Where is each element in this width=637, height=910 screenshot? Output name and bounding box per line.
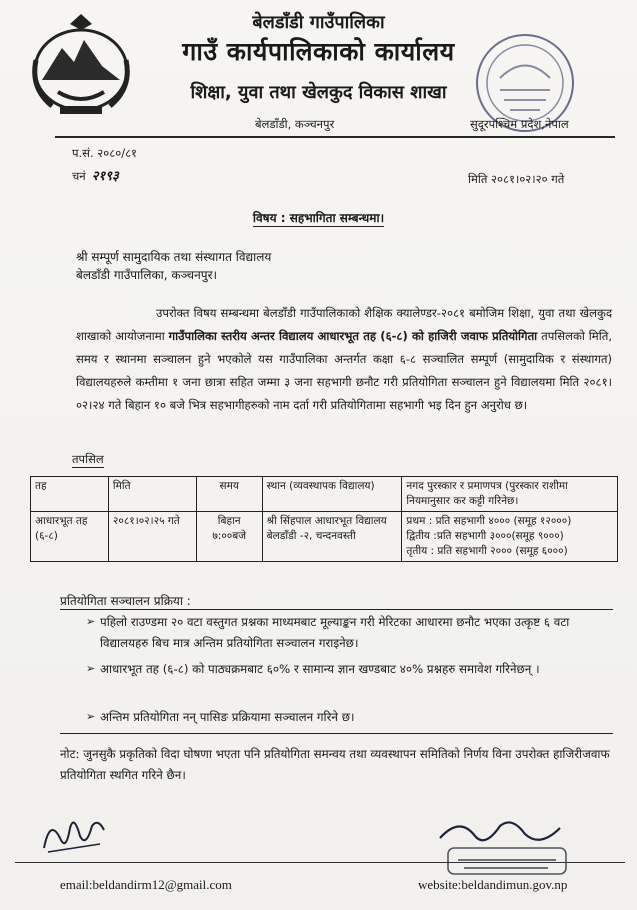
cell-prizes	[402, 512, 618, 562]
arrow-bullet-icon: ➢	[86, 615, 96, 628]
footer-divider	[15, 862, 625, 863]
addressee-line-1: श्री सम्पूर्ण सामुदायिक तथा संस्थागत विद्यालय	[76, 250, 272, 264]
footer-email: email:beldandirm12@gmail.com	[60, 877, 232, 892]
subject-text: विषय : सहभागिता सम्बन्धमा।	[252, 211, 385, 225]
dispatch-label: चनं	[72, 169, 86, 183]
header-time: समय	[196, 477, 262, 512]
prize-second: द्वितीय :प्रति सहभागी ३०००(समूह ९०००)	[406, 530, 564, 542]
procedure-title: प्रतियोगिता सञ्चालन प्रक्रिया :	[60, 594, 191, 608]
office-title: गाउँ कार्यपालिकाको कार्यालय	[182, 37, 455, 66]
body-bold-competition: गाउँपालिका स्तरीय अन्तर विद्यालय आधारभूत तह (६-८) को हाजिरी जवाफ प्रतियोगिता	[168, 329, 538, 343]
body-part-2: तपसिलको मिति, समय र स्थानमा सञ्चालन हुने भएकोले यस गाउँपालिका अन्तर्गत कक्षा ६-८ सञ्चालित सम्पूर्ण (सामुदायिक र संस्थागत) विद्यालयहरुले कम्तीमा १ जना छात्रा सहित जम्मा ३ जना सहभागी छनौट गरी प्रतियोगिता सञ्चालन हुने विद्यालयमा मिति २०८१।०२।२४ गते बिहान १० बजे भित्र सहभागीहरुको नाम दर्ता गरी प्रतियोगितामा सहभागी भइ दिन हुन अनुरोध छ।	[76, 329, 613, 412]
table-row	[31, 512, 618, 562]
fiscal-year: प.सं. २०८०/८१	[72, 146, 138, 160]
dispatch-number	[72, 166, 119, 184]
procedure-step-1: पहिलो राउण्डमा २० वटा वस्तुगत प्रश्नका माध्यमबाट मूल्याङ्कन गरी मेरिटका आधारमा छनौट भएका उत्कृष्ट ६ वटा विद्यालयहरु बिच मात्र अन्तिम प्रतियोगिता सञ्चालन गराइनेछ।	[100, 615, 570, 650]
dispatch-value: २१९३	[91, 169, 119, 184]
cell-date: २०८१।०२।२५ गते	[108, 512, 196, 562]
header-prize: नगद पुरस्कार र प्रमाणपत्र (पुरस्कार राशीमा नियमानुसार कर कट्टी गरिनेछ।	[402, 477, 618, 512]
province-name: सुदूरपश्चिम प्रदेश,नेपाल	[470, 117, 569, 131]
letter-date: मिति २०८१।०२।२० गते	[468, 172, 565, 186]
cell-level: आधारभूत तह (६-८)	[31, 512, 109, 562]
header-venue: स्थान (व्यवस्थापक विद्यालय)	[262, 477, 402, 512]
signature-left	[40, 808, 110, 858]
subject-line	[0, 209, 637, 226]
note-text: नोट: जुनसुकै प्रकृतिको विदा घोषणा भएता पनि प्रतियोगिता समन्वय तथा व्यवस्थापन समितिको निर्णय विना उपरोक्त हाजिरीजवाफ प्रतियोगिता स्थगित गरिने छैन।	[60, 747, 610, 782]
letter-body	[76, 302, 612, 417]
cell-venue: श्री सिंहपाल आधारभूत विद्यालय बेलडाँडी -२, चन्दनवस्ती	[262, 512, 402, 562]
procedure-end-divider	[60, 733, 613, 734]
arrow-bullet-icon: ➢	[86, 710, 96, 723]
signature-stamp-right	[430, 808, 580, 883]
header-divider	[55, 136, 615, 138]
tapsil-label: तपसिल	[72, 452, 104, 466]
prize-third: तृतीय : प्रति सहभागी २००० (समूह ६०००)	[406, 545, 568, 557]
schedule-table	[30, 476, 618, 562]
procedure-step-2: आधारभूत तह (६-८) को पाठ्यक्रमबाट ६०% र सामान्य ज्ञान खण्डबाट ४०% प्रश्नहरु समावेश गरिनेछन् ।	[100, 662, 540, 676]
procedure-step-3: अन्तिम प्रतियोगिता नन् पासिङ प्रक्रियामा सञ्चालन गरिने छ।	[100, 710, 355, 724]
body-part-1: उपरोक्त विषय सम्बन्धमा बेलडाँडी गाउँपालिकाको शैक्षिक क्यालेण्डर-२०८१ बमोजिम शिक्षा, युवा तथा खेलकुद शाखाको आयोजनामा	[76, 306, 612, 343]
cell-time: बिहान ७:००बजे	[196, 512, 262, 562]
header-level: तह	[31, 477, 109, 512]
arrow-bullet-icon: ➢	[86, 662, 96, 675]
office-location: बेलडाँडी, कञ्चनपुर	[255, 117, 335, 131]
table-header-row	[31, 477, 618, 512]
procedure-divider	[60, 609, 613, 610]
municipality-name: बेलडाँडी गाउँपालिका	[252, 12, 385, 33]
footer-website: website:beldandimun.gov.np	[418, 877, 568, 892]
branch-title: शिक्षा, युवा तथा खेलकुद विकास शाखा	[190, 82, 447, 103]
prize-first: प्रथम : प्रति सहभागी ४००० (समूह १२०००)	[406, 515, 572, 527]
header-date: मिति	[108, 477, 196, 512]
addressee-line-2: बेलडाँडी गाउँपालिका, कञ्चनपुर।	[76, 268, 218, 282]
